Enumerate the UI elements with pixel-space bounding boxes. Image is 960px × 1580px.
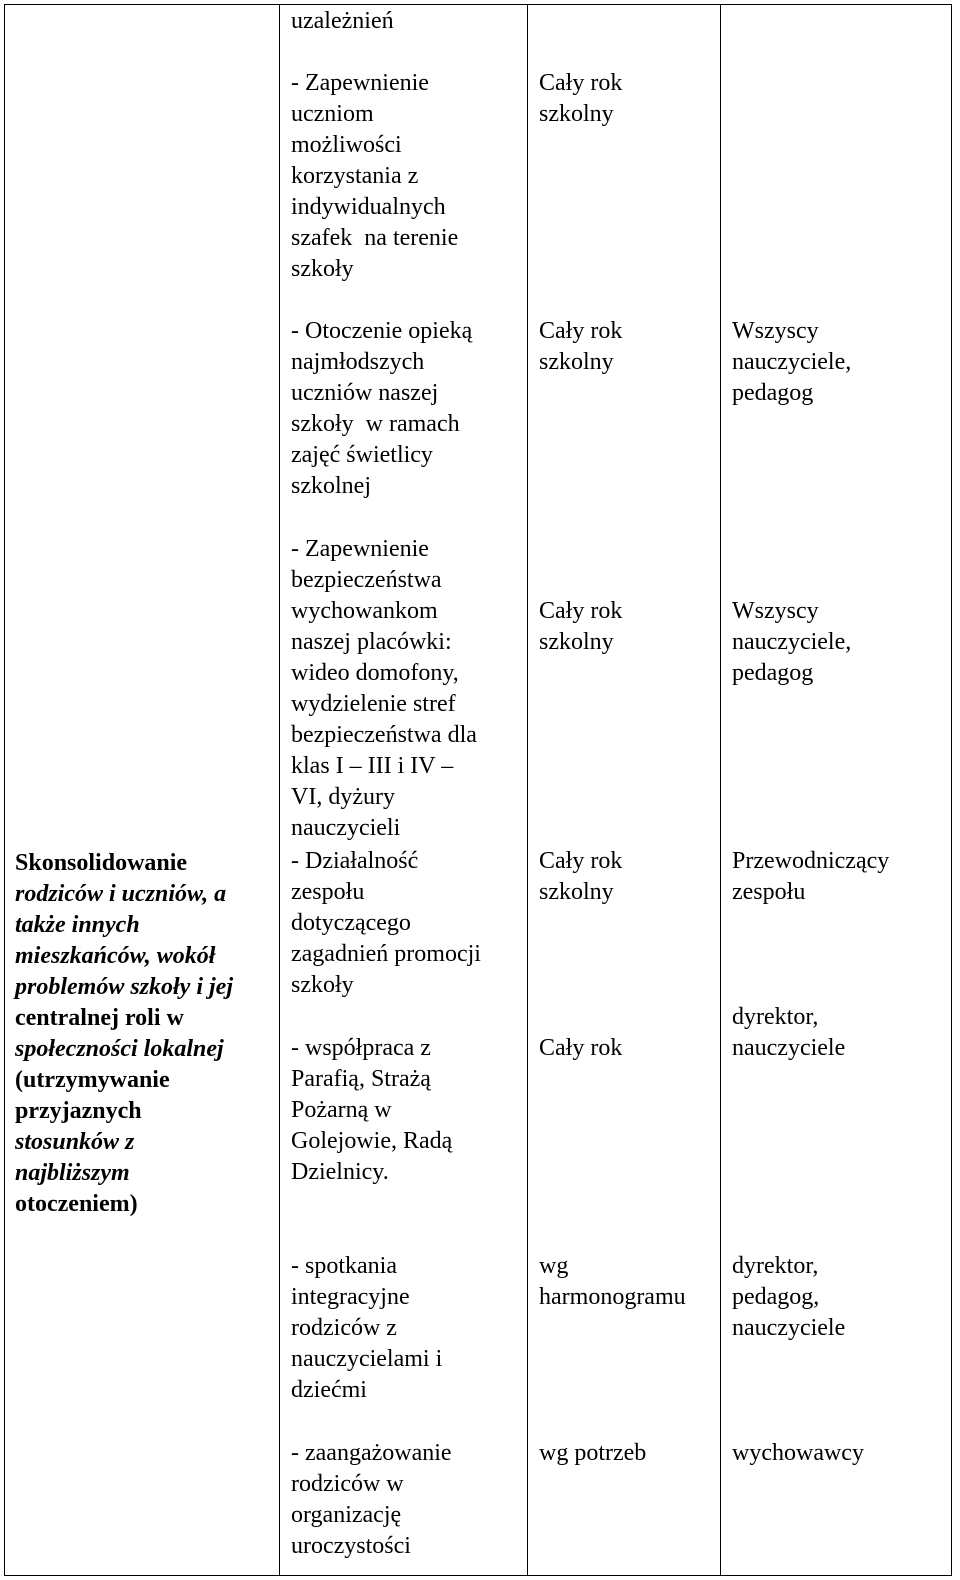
task-line: szkoły [291, 256, 354, 282]
term-line: szkolny [539, 629, 614, 655]
goal-line: najbliższym [15, 1160, 130, 1186]
term-line: wg [539, 1253, 569, 1279]
task-line: - Zapewnienie [291, 70, 429, 96]
responsible-line: nauczyciele [732, 1315, 846, 1341]
responsible-line: dyrektor, [732, 1253, 819, 1279]
task-line: organizację [291, 1502, 402, 1528]
goal-line: problemów szkoły i jej [15, 974, 233, 1000]
task-line: nauczycielami i [291, 1346, 443, 1372]
task-line: VI, dyżury [291, 784, 395, 810]
term-line: szkolny [539, 101, 614, 127]
table-border-top [4, 4, 952, 5]
responsible-line: pedagog [732, 380, 814, 406]
goal-line: mieszkańców, wokół [15, 943, 216, 969]
responsible-line: nauczyciele, [732, 349, 852, 375]
responsible-line: pedagog, [732, 1284, 820, 1310]
task-line: - współpraca z [291, 1035, 431, 1061]
task-line: korzystania z [291, 163, 419, 189]
term-line: harmonogramu [539, 1284, 686, 1310]
task-line: wychowankom [291, 598, 438, 624]
goal-line: Skonsolidowanie [15, 850, 188, 876]
table-divider-1 [279, 4, 280, 1576]
task-line: bezpieczeństwa dla [291, 722, 477, 748]
task-line: możliwości [291, 132, 402, 158]
task-line: dziećmi [291, 1377, 367, 1403]
task-line: szafek na terenie [291, 225, 459, 251]
responsible-line: zespołu [732, 879, 806, 905]
term-line: szkolny [539, 349, 614, 375]
goal-line: otoczeniem) [15, 1191, 138, 1217]
task-line: zajęć świetlicy [291, 442, 433, 468]
term-line: szkolny [539, 879, 614, 905]
task-line: zespołu [291, 879, 365, 905]
table-border-bottom [4, 1575, 952, 1576]
task-line: rodziców z [291, 1315, 397, 1341]
task-line: rodziców w [291, 1471, 404, 1497]
task-line: - Otoczenie opieką [291, 318, 473, 344]
task-line: uczniów naszej [291, 380, 439, 406]
task-line: - spotkania [291, 1253, 397, 1279]
task-line: dotyczącego [291, 910, 411, 936]
term-line: Cały rok [539, 1035, 623, 1061]
term-line: Cały rok [539, 70, 623, 96]
goal-line: także innych [15, 912, 140, 938]
task-line: szkolnej [291, 473, 371, 499]
task-line: wydzielenie stref [291, 691, 456, 717]
term-line: Cały rok [539, 598, 623, 624]
task-line: uczniom [291, 101, 374, 127]
responsible-line: wychowawcy [732, 1440, 864, 1466]
task-line: Parafią, Strażą [291, 1066, 431, 1092]
term-line: Cały rok [539, 318, 623, 344]
table-divider-2 [527, 4, 528, 1576]
task-line: indywidualnych [291, 194, 446, 220]
table-divider-3 [720, 4, 721, 1576]
task-line: zagadnień promocji [291, 941, 481, 967]
task-line: - zaangażowanie [291, 1440, 452, 1466]
task-line: szkoły w ramach [291, 411, 460, 437]
goal-line: (utrzymywanie [15, 1067, 170, 1093]
responsible-line: pedagog [732, 660, 814, 686]
table-border-right [951, 4, 952, 1576]
responsible-line: Wszyscy [732, 598, 819, 624]
responsible-line: Przewodniczący [732, 848, 890, 874]
term-line: wg potrzeb [539, 1440, 647, 1466]
task-line: nauczycieli [291, 815, 401, 841]
task-line: najmłodszych [291, 349, 425, 375]
task-line: naszej placówki: [291, 629, 452, 655]
task-line: - Działalność [291, 848, 419, 874]
task-line: bezpieczeństwa [291, 567, 442, 593]
responsible-line: dyrektor, [732, 1004, 819, 1030]
responsible-line: Wszyscy [732, 318, 819, 344]
responsible-line: nauczyciele, [732, 629, 852, 655]
term-line: Cały rok [539, 848, 623, 874]
task-line: uzależnień [291, 8, 394, 34]
task-line: Dzielnicy. [291, 1159, 389, 1185]
task-line: - Zapewnienie [291, 536, 429, 562]
goal-line: rodziców i uczniów, a [15, 881, 227, 907]
task-line: uroczystości [291, 1533, 411, 1559]
task-line: Golejowie, Radą [291, 1128, 453, 1154]
goal-line: przyjaznych [15, 1098, 142, 1124]
goal-line: stosunków z [15, 1129, 135, 1155]
task-line: Pożarną w [291, 1097, 392, 1123]
task-line: szkoły [291, 972, 354, 998]
task-line: klas I – III i IV – [291, 753, 454, 779]
table-border-left [4, 4, 5, 1576]
goal-line: społeczności lokalnej [15, 1036, 224, 1062]
task-line: wideo domofony, [291, 660, 459, 686]
task-line: integracyjne [291, 1284, 410, 1310]
responsible-line: nauczyciele [732, 1035, 846, 1061]
goal-line: centralnej roli w [15, 1005, 184, 1031]
